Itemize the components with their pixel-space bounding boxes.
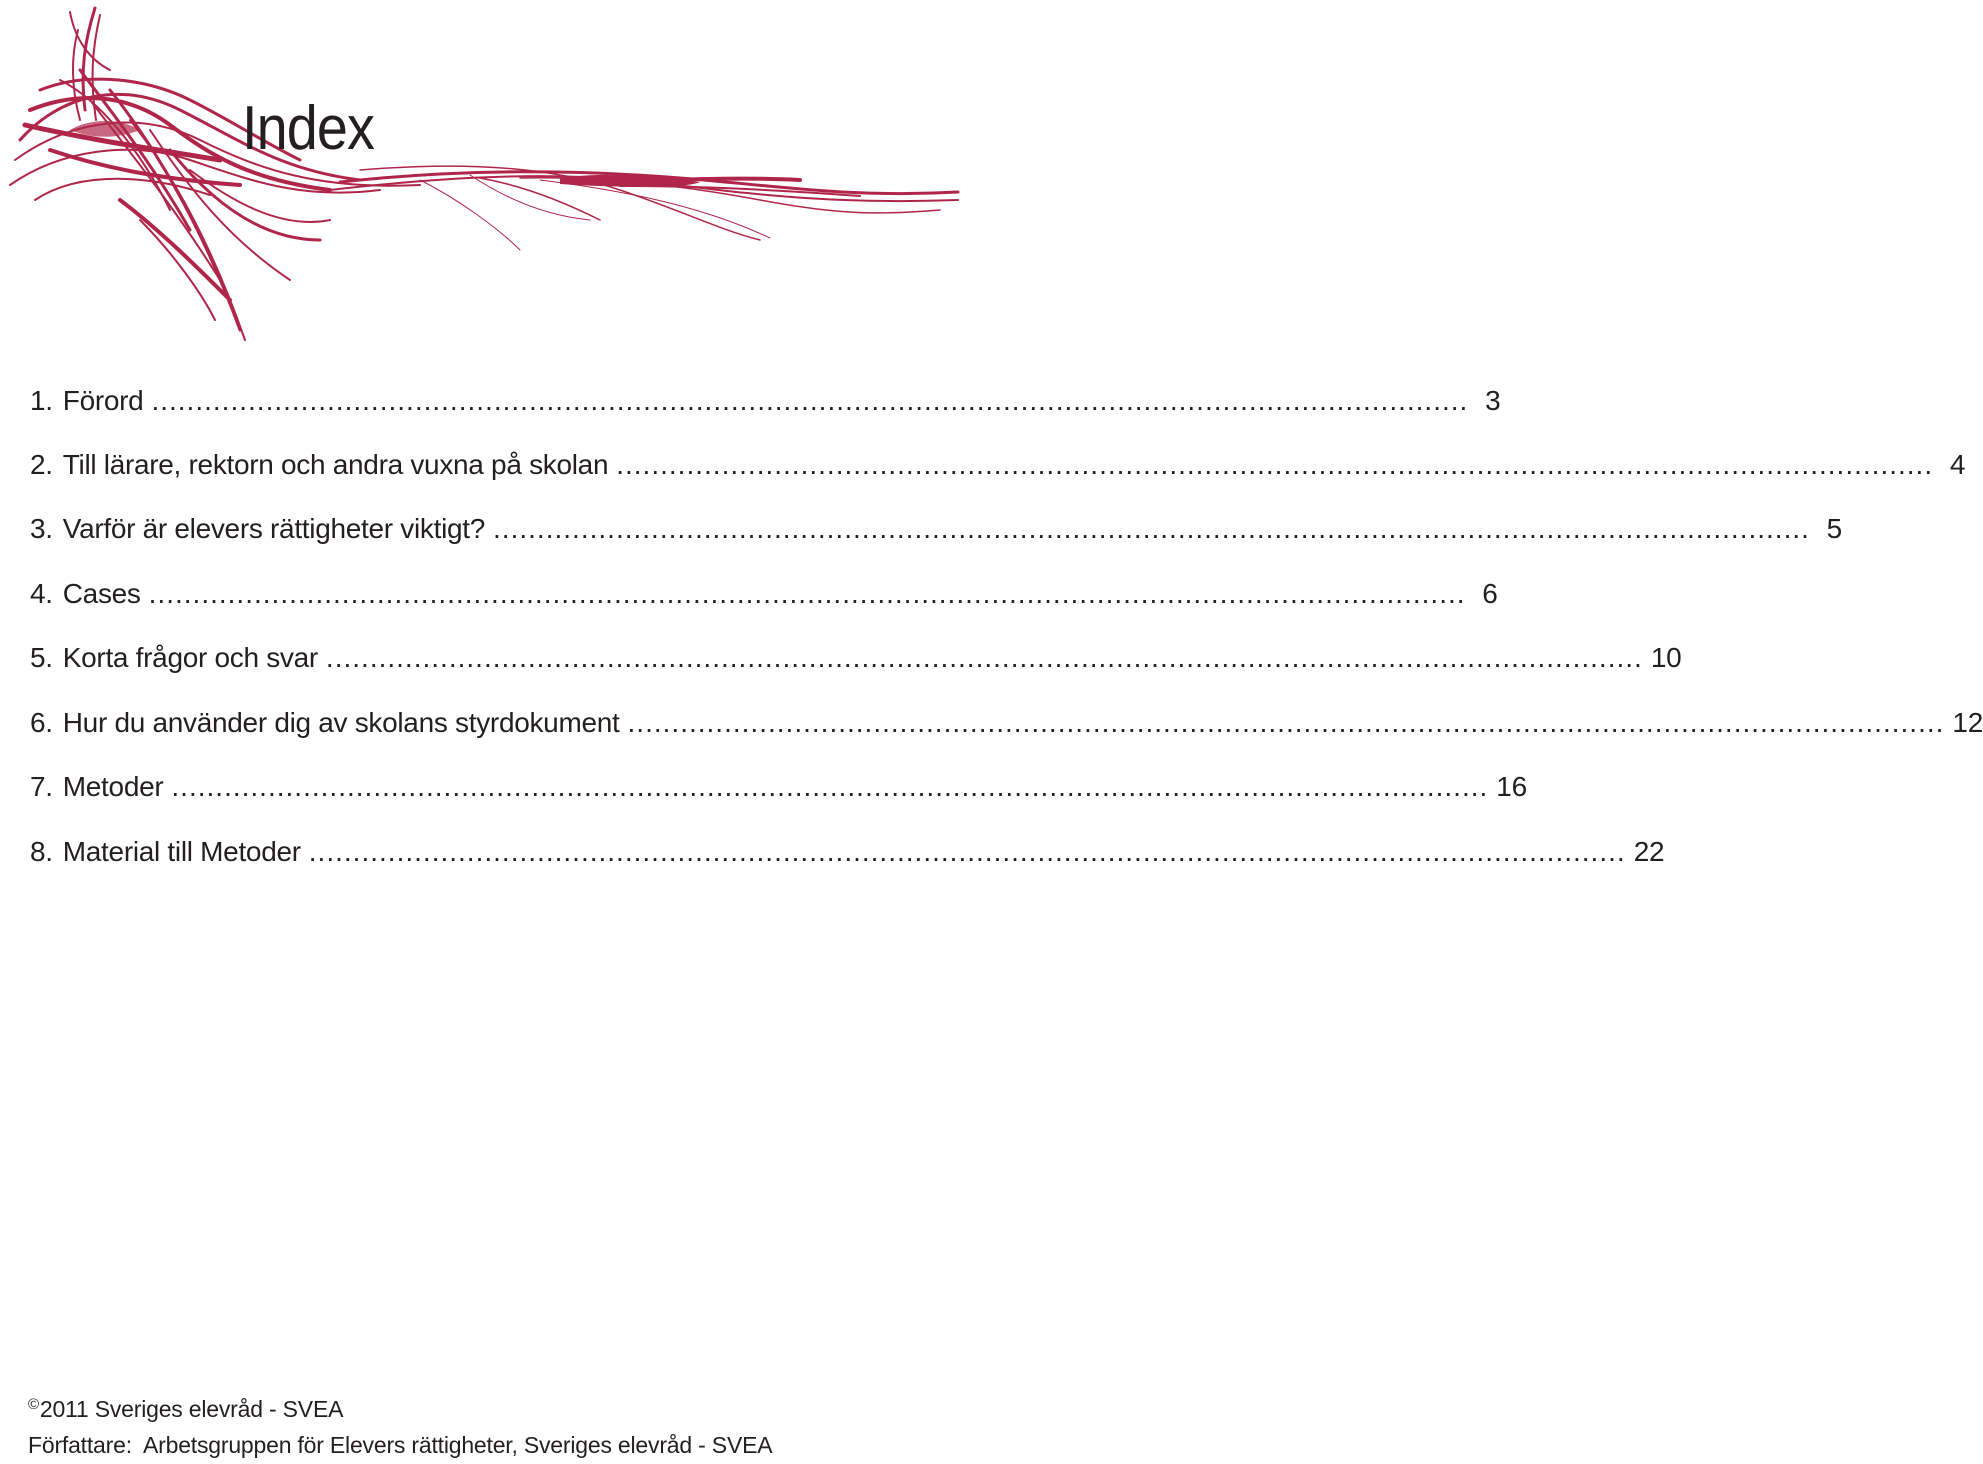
toc-number: 4.: [30, 578, 53, 609]
toc-entry[interactable]: [30, 636, 1682, 680]
toc-page-number: 22: [1633, 836, 1665, 867]
toc-leader: ......................................................................................................................................................: [627, 707, 1945, 738]
toc-entry[interactable]: [30, 830, 1665, 874]
toc-entry[interactable]: [30, 507, 1842, 551]
toc-number: 1.: [30, 385, 53, 416]
toc-leader: ......................................................................................................................................................: [325, 642, 1643, 673]
toc-page-number: 3: [1485, 385, 1501, 416]
toc-leader: ......................................................................................................................................................: [148, 578, 1466, 609]
toc-page-number: 12: [1952, 707, 1983, 738]
toc-entry[interactable]: [30, 701, 1983, 745]
toc-label: Förord: [62, 385, 144, 416]
copyright-line: [28, 1396, 343, 1423]
toc-number: 2.: [30, 449, 53, 480]
toc-entry[interactable]: [30, 379, 1501, 423]
toc-label: Metoder: [62, 771, 164, 802]
toc-number: 6.: [30, 707, 53, 738]
toc-leader: ......................................................................................................................................................: [493, 513, 1810, 544]
toc-number: 3.: [30, 513, 53, 544]
toc-label: Material till Metoder: [62, 836, 301, 867]
copyright-symbol: ©: [28, 1396, 39, 1413]
toc-page-number: 5: [1826, 513, 1842, 544]
copyright-text: 2011 Sveriges elevråd - SVEA: [39, 1396, 344, 1422]
decorative-ornament: [0, 0, 960, 350]
toc-leader: ......................................................................................................................................................: [171, 771, 1489, 802]
page-title: Index: [242, 94, 375, 163]
toc-number: 7.: [30, 771, 53, 802]
toc-leader: ......................................................................................................................................................: [616, 449, 1934, 480]
toc-page-number: 6: [1482, 578, 1498, 609]
toc-entry[interactable]: [30, 443, 1966, 487]
toc-entry[interactable]: [30, 765, 1527, 809]
authors-text: Författare: Arbetsgruppen för Elevers rättigheter, Sveriges elevråd - SVEA: [28, 1432, 773, 1458]
toc-page-number: 4: [1949, 449, 1966, 480]
toc-label: Till lärare, rektorn och andra vuxna på skolan: [62, 449, 609, 480]
toc-number: 8.: [30, 836, 53, 867]
toc-leader: ......................................................................................................................................................: [151, 385, 1469, 416]
toc-label: Hur du använder dig av skolans styrdokument: [62, 707, 620, 738]
toc-entry[interactable]: [30, 572, 1498, 616]
toc-label: Varför är elevers rättigheter viktigt?: [62, 513, 486, 544]
toc-label: Korta frågor och svar: [62, 642, 318, 673]
toc-leader: ......................................................................................................................................................: [308, 836, 1626, 867]
authors-line: [28, 1432, 772, 1459]
toc-number: 5.: [30, 642, 53, 673]
toc-page-number: 10: [1650, 642, 1682, 673]
toc-page-number: 16: [1496, 771, 1527, 802]
toc-label: Cases: [62, 578, 141, 609]
